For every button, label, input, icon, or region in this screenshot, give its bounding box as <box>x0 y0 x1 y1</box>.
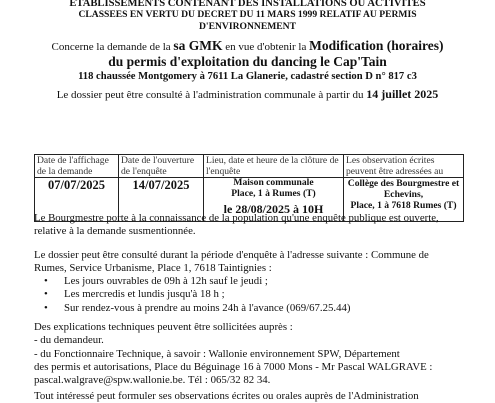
observations-line-1: Tout intéressé peut formuler ses observations écrites ou orales auprès de l'Administration <box>34 390 419 402</box>
list-item <box>44 275 474 288</box>
list-item <box>44 302 474 315</box>
announcement-line-1: Le Bourgmestre porte à la connaissance de la population qu'une enquête publique est ouverte, <box>34 212 439 224</box>
contact-email-line: pascal.walgrave@spw.wallonie.be. Tél : 065/32 82 34. <box>34 374 271 387</box>
paragraph-announcement <box>34 212 464 239</box>
announcement-line-2: relative à la demande susmentionnée. <box>34 225 196 238</box>
consult-text: Le dossier peut être consulté à l'administration communale à partir du <box>56 89 367 102</box>
hours-list <box>44 275 474 315</box>
cloture-date: le 28/08/2025 à 10H <box>223 202 324 216</box>
bullet-icon: • <box>44 288 48 301</box>
consult-date: 14 juillet 2025 <box>366 87 439 102</box>
header-line-1: ETABLISSEMENTS CONTENANT DES INSTALLATIONS OU ACTIVITES <box>69 0 426 9</box>
explanations-line-4: des permis et autorisations, Place du Béguinage 16 à 7000 Mons - Mr Pascal WALGRAVE : <box>34 360 433 373</box>
list-item-text: Les jours ouvrables de 09h à 12h sauf le jeudi ; <box>64 275 268 287</box>
header-cloture: Lieu, date et heure de la clôture de l'enquête <box>204 155 344 178</box>
paragraph-consultation <box>34 249 464 276</box>
request-company: sa GMK <box>173 38 223 54</box>
list-item <box>44 288 474 301</box>
explanations-line-2: - du demandeur. <box>34 334 104 347</box>
date-ouverture: 14/07/2025 <box>119 178 204 222</box>
request-object: Modification (horaires) <box>309 38 444 54</box>
table-header-row <box>35 155 464 178</box>
bullet-icon: • <box>44 301 48 314</box>
header-adresse: Les observation écrites peuvent être adressées au <box>344 155 464 178</box>
header-line-2: CLASSEES EN VERTU DU DECRET DU 11 MARS 1999 RELATIF AU PERMIS <box>78 9 417 20</box>
request-line <box>0 39 495 54</box>
paragraph-observations <box>34 390 464 403</box>
site-address: 118 chaussée Montgomery à 7611 La Glanerie, cadastré section D n° 817 c3 <box>78 71 417 83</box>
cloture-place-2: Place, 1 à Rumes (T) <box>231 187 316 199</box>
adresse-line-2: Echevins, <box>383 189 424 200</box>
explanations-line-3: - du Fonctionnaire Technique, à savoir : Wallonie environnement SPW, Département <box>34 347 400 360</box>
header-line-3: D'ENVIRONNEMENT <box>198 21 296 33</box>
list-item-text: Sur rendez-vous à prendre au moins 24h à l'avance (069/67.25.44) <box>64 301 351 314</box>
header-ouverture: Date de l'ouverture de l'enquête <box>119 155 204 178</box>
permit-title: du permis d'exploitation du dancing le Cap'Tain <box>108 54 387 70</box>
request-pre: Concerne la demande de la <box>51 41 174 54</box>
consult-line <box>0 87 495 102</box>
consultation-line-1: Le dossier peut être consulté durant la période d'enquête à l'adresse suivante : Commune de <box>34 249 429 261</box>
explanations-line-1: Des explications techniques peuvent être sollicitées auprès : <box>34 321 293 333</box>
list-item-text: Les mercredis et lundis jusqu'à 18 h ; <box>64 288 225 301</box>
adresse-line-3: Place, 1 à 7618 Rumes (T) <box>350 200 457 211</box>
bullet-icon: • <box>44 275 48 287</box>
paragraph-explanations <box>34 321 464 387</box>
adresse-line-1: Collège des Bourgmestre et <box>347 178 460 189</box>
request-mid: en vue d'obtenir la <box>222 41 310 54</box>
consultation-line-2: Rumes, Service Urbanisme, Place 1, 7618 Taintignies : <box>34 262 272 275</box>
date-affichage: 07/07/2025 <box>35 178 119 222</box>
header-affichage: Date de l'affichage de la demande <box>35 155 119 178</box>
notice-header <box>0 0 495 33</box>
cloture-place-1: Maison communale <box>233 177 314 188</box>
